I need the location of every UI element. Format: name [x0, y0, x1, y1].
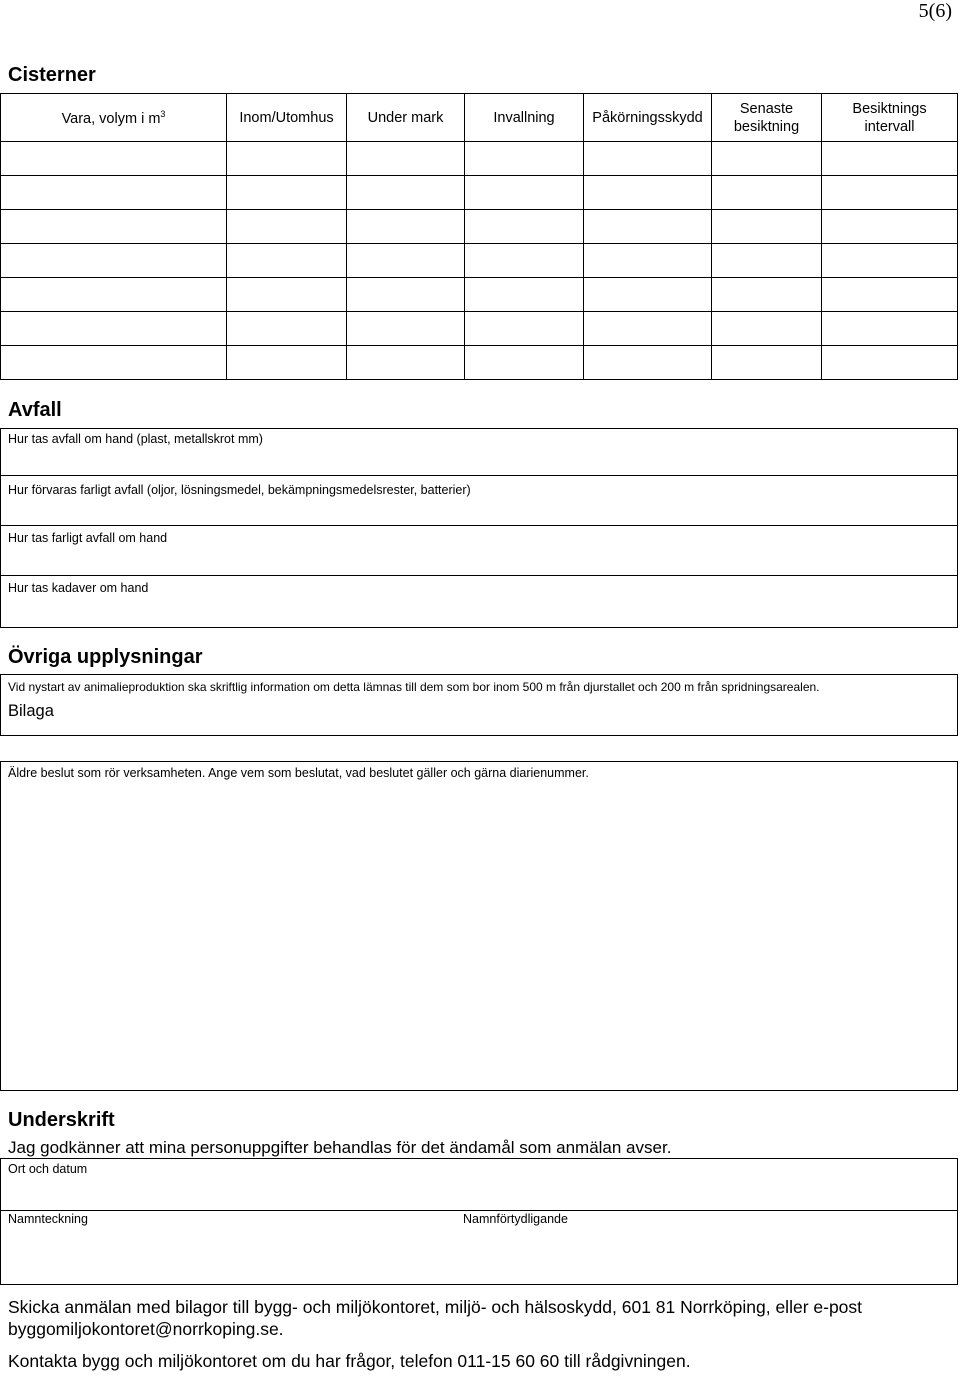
cisterner-cell[interactable] — [1, 244, 227, 278]
cisterner-cell[interactable] — [822, 210, 958, 244]
avfall-box — [0, 428, 958, 628]
cisterner-cell[interactable] — [347, 312, 465, 346]
cisterner-cell[interactable] — [584, 244, 712, 278]
cisterner-cell[interactable] — [227, 176, 347, 210]
cisterner-cell[interactable] — [227, 346, 347, 380]
cisterner-header-row — [1, 94, 958, 142]
cisterner-cell[interactable] — [712, 244, 822, 278]
aldre-beslut-label: Äldre beslut som rör verksamheten. Ange vem som beslutat, vad beslutet gäller och gärna diarienummer. — [8, 766, 589, 780]
cisterner-cell[interactable] — [465, 278, 584, 312]
cisterner-cell[interactable] — [584, 210, 712, 244]
cisterner-cell[interactable] — [227, 210, 347, 244]
cisterner-cell[interactable] — [227, 312, 347, 346]
cisterner-cell[interactable] — [347, 278, 465, 312]
col-senaste-besiktning: Senaste besiktning — [712, 94, 822, 142]
ort-datum-label: Ort och datum — [8, 1162, 88, 1176]
send-email[interactable]: byggomiljokontoret@norrkoping.se. — [8, 1319, 284, 1339]
cisterner-cell[interactable] — [822, 346, 958, 380]
cisterner-cell[interactable] — [1, 176, 227, 210]
cisterner-cell[interactable] — [347, 210, 465, 244]
cisterner-row — [1, 278, 958, 312]
cisterner-cell[interactable] — [822, 278, 958, 312]
cisterner-heading: Cisterner — [8, 64, 96, 86]
cisterner-cell[interactable] — [584, 176, 712, 210]
cisterner-cell[interactable] — [584, 142, 712, 176]
namnfortydligande-label: Namnförtydligande — [463, 1212, 568, 1226]
ovriga-heading: Övriga upplysningar — [8, 646, 203, 668]
avfall-field-label: Hur tas kadaver om hand — [8, 581, 149, 595]
cisterner-cell[interactable] — [227, 142, 347, 176]
cisterner-cell[interactable] — [465, 142, 584, 176]
underskrift-heading: Underskrift — [8, 1109, 115, 1131]
send-instructions: Skicka anmälan med bilagor till bygg- och miljökontoret, miljö- och hälsoskydd, 601 81 Norrköping, eller e-post — [8, 1297, 863, 1317]
cisterner-table — [0, 93, 958, 380]
cisterner-row — [1, 346, 958, 380]
cisterner-cell[interactable] — [465, 312, 584, 346]
page-number: 5(6) — [918, 0, 952, 22]
cisterner-cell[interactable] — [584, 278, 712, 312]
cisterner-row — [1, 142, 958, 176]
col-pakorningsskydd: Påkörningsskydd — [584, 94, 712, 142]
avfall-field-label: Hur tas farligt avfall om hand — [8, 531, 168, 545]
cisterner-cell[interactable] — [822, 312, 958, 346]
aldre-beslut-box[interactable] — [0, 761, 958, 1091]
avfall-heading: Avfall — [8, 399, 62, 421]
cisterner-cell[interactable] — [227, 278, 347, 312]
cisterner-row — [1, 210, 958, 244]
cisterner-cell[interactable] — [822, 176, 958, 210]
consent-text: Jag godkänner att mina personuppgifter behandlas för det ändamål som anmälan avser. — [8, 1138, 672, 1157]
col-inom-utomhus: Inom/Utomhus — [227, 94, 347, 142]
cisterner-cell[interactable] — [712, 346, 822, 380]
cisterner-cell[interactable] — [227, 244, 347, 278]
contact-info: Kontakta bygg och miljökontoret om du har frågor, telefon 011-15 60 60 till rådgivningen. — [8, 1351, 691, 1371]
cisterner-cell[interactable] — [1, 312, 227, 346]
cisterner-cell[interactable] — [584, 346, 712, 380]
cisterner-cell[interactable] — [465, 210, 584, 244]
cisterner-cell[interactable] — [712, 278, 822, 312]
cisterner-row — [1, 244, 958, 278]
col-under-mark: Under mark — [347, 94, 465, 142]
cisterner-cell[interactable] — [712, 210, 822, 244]
avfall-field-label: Hur förvaras farligt avfall (oljor, lösningsmedel, bekämpningsmedelsrester, batterier) — [8, 483, 471, 497]
ovriga-info-text: Vid nystart av animalieproduktion ska skriftlig information om detta lämnas till dem som bor inom 500 m från djurstallet och 200 m från spridningsarealen. — [8, 680, 820, 694]
cisterner-cell[interactable] — [347, 346, 465, 380]
cisterner-cell[interactable] — [347, 176, 465, 210]
cisterner-cell[interactable] — [1, 278, 227, 312]
cisterner-cell[interactable] — [1, 346, 227, 380]
cisterner-cell[interactable] — [347, 244, 465, 278]
cisterner-cell[interactable] — [465, 346, 584, 380]
cisterner-cell[interactable] — [465, 176, 584, 210]
cisterner-cell[interactable] — [822, 142, 958, 176]
col-vara-volym: Vara, volym i $m^3$ — [1, 94, 227, 142]
cisterner-cell[interactable] — [822, 244, 958, 278]
avfall-field-label: Hur tas avfall om hand (plast, metallskrot mm) — [8, 432, 263, 446]
cisterner-row — [1, 176, 958, 210]
cisterner-cell[interactable] — [1, 142, 227, 176]
cisterner-cell[interactable] — [465, 244, 584, 278]
bilaga-label: Bilaga — [8, 702, 54, 720]
col-besiktnings-intervall: Besiktnings intervall — [822, 94, 958, 142]
cisterner-cell[interactable] — [584, 312, 712, 346]
cisterner-cell[interactable] — [1, 210, 227, 244]
col-invallning: Invallning — [465, 94, 584, 142]
cisterner-cell[interactable] — [712, 312, 822, 346]
cisterner-row — [1, 312, 958, 346]
cisterner-cell[interactable] — [712, 176, 822, 210]
namnteckning-label: Namnteckning — [8, 1212, 88, 1226]
cisterner-cell[interactable] — [347, 142, 465, 176]
cisterner-cell[interactable] — [712, 142, 822, 176]
